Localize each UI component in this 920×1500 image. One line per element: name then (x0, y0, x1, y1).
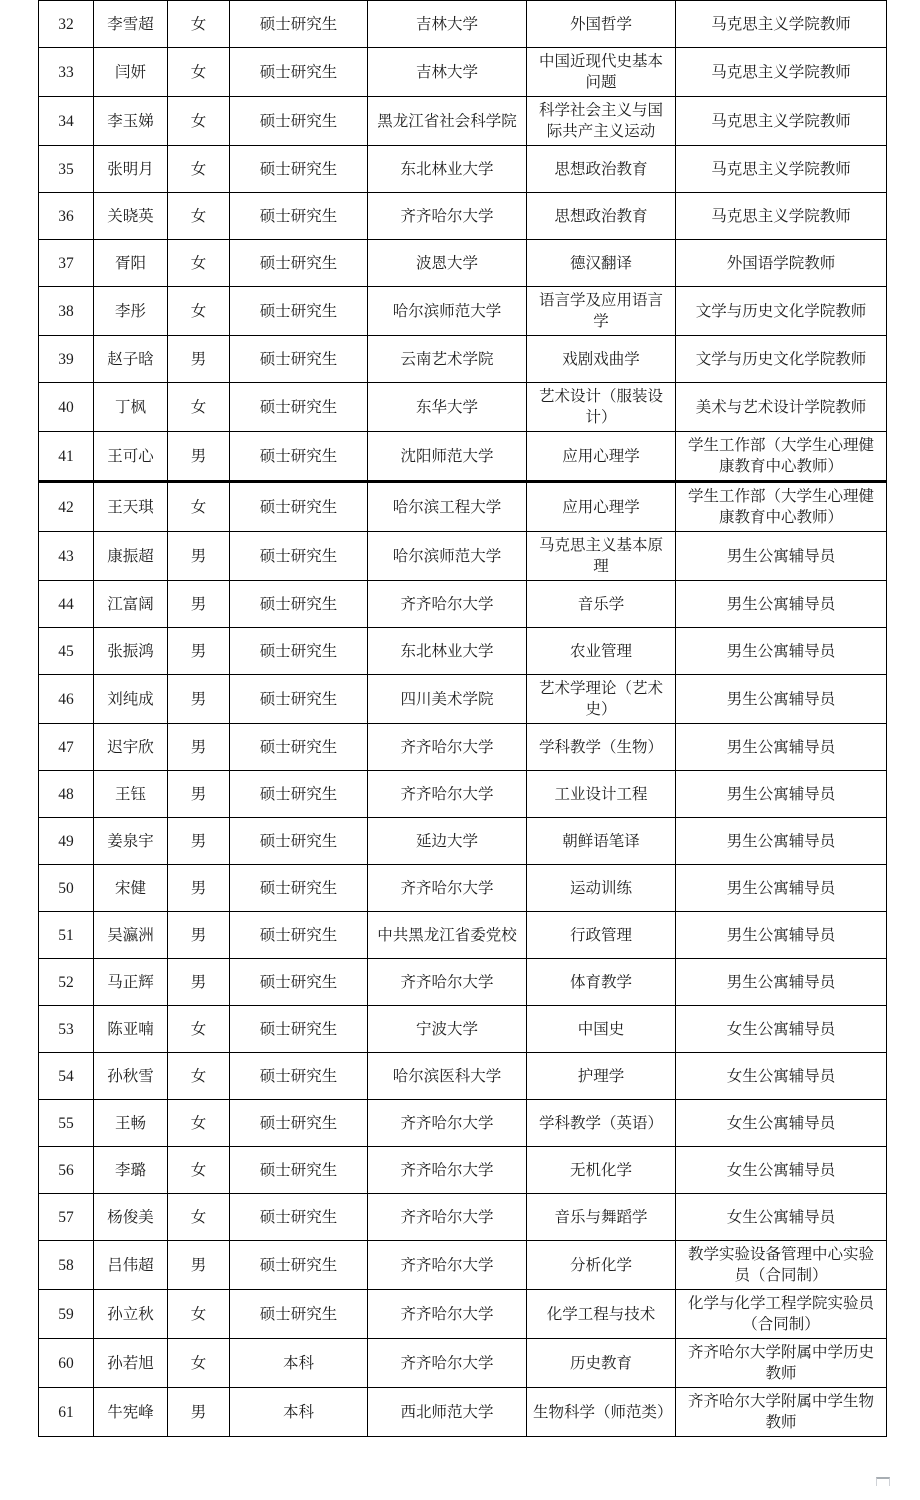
cell-university: 东华大学 (368, 383, 527, 432)
table-row (39, 959, 887, 1006)
cell-university: 中共黑龙江省委党校 (368, 912, 527, 959)
table-row (39, 771, 887, 818)
cell-education: 硕士研究生 (230, 1006, 368, 1053)
cell-name: 李璐 (94, 1147, 168, 1194)
cell-university: 东北林业大学 (368, 628, 527, 675)
cell-name: 王畅 (94, 1100, 168, 1147)
cell-gender: 男 (168, 771, 230, 818)
table-row (39, 1241, 887, 1290)
cell-name: 赵子晗 (94, 336, 168, 383)
cell-education: 本科 (230, 1388, 368, 1437)
cell-university: 齐齐哈尔大学 (368, 1147, 527, 1194)
cell-no: 42 (39, 482, 94, 532)
cell-name: 王可心 (94, 432, 168, 482)
cell-university: 黑龙江省社会科学院 (368, 97, 527, 146)
cell-gender: 女 (168, 1290, 230, 1339)
cell-position: 男生公寓辅导员 (676, 532, 887, 581)
cell-position: 教学实验设备管理中心实验员（合同制） (676, 1241, 887, 1290)
cell-education: 硕士研究生 (230, 1100, 368, 1147)
cell-name: 关晓英 (94, 193, 168, 240)
cell-position: 女生公寓辅导员 (676, 1053, 887, 1100)
table-row (39, 1339, 887, 1388)
cell-education: 硕士研究生 (230, 432, 368, 482)
cell-gender: 男 (168, 336, 230, 383)
cell-no: 39 (39, 336, 94, 383)
cell-name: 迟宇欣 (94, 724, 168, 771)
cell-gender: 男 (168, 1241, 230, 1290)
table-row (39, 97, 887, 146)
cell-major: 化学工程与技术 (527, 1290, 676, 1339)
cell-university: 齐齐哈尔大学 (368, 1100, 527, 1147)
cell-no: 49 (39, 818, 94, 865)
cell-education: 硕士研究生 (230, 959, 368, 1006)
cell-name: 吴瀛洲 (94, 912, 168, 959)
cell-name: 李彤 (94, 287, 168, 336)
cell-gender: 女 (168, 1147, 230, 1194)
cell-major: 历史教育 (527, 1339, 676, 1388)
table-row (39, 48, 887, 97)
cell-gender: 男 (168, 959, 230, 1006)
cell-university: 哈尔滨师范大学 (368, 287, 527, 336)
cell-gender: 男 (168, 581, 230, 628)
cell-no: 56 (39, 1147, 94, 1194)
cell-no: 58 (39, 1241, 94, 1290)
cell-university: 齐齐哈尔大学 (368, 193, 527, 240)
table-row (39, 724, 887, 771)
cell-major: 学科教学（生物） (527, 724, 676, 771)
cell-no: 50 (39, 865, 94, 912)
cell-education: 硕士研究生 (230, 48, 368, 97)
cell-name: 吕伟超 (94, 1241, 168, 1290)
table-row (39, 383, 887, 432)
cell-name: 马正辉 (94, 959, 168, 1006)
cell-university: 齐齐哈尔大学 (368, 581, 527, 628)
cell-no: 45 (39, 628, 94, 675)
cell-education: 硕士研究生 (230, 1290, 368, 1339)
cell-education: 硕士研究生 (230, 581, 368, 628)
cell-university: 齐齐哈尔大学 (368, 959, 527, 1006)
cell-education: 硕士研究生 (230, 240, 368, 287)
table-row (39, 146, 887, 193)
cell-university: 齐齐哈尔大学 (368, 1241, 527, 1290)
cell-gender: 男 (168, 912, 230, 959)
cell-university: 齐齐哈尔大学 (368, 865, 527, 912)
table-row (39, 1053, 887, 1100)
cell-major: 音乐与舞蹈学 (527, 1194, 676, 1241)
cell-name: 孙若旭 (94, 1339, 168, 1388)
table-row (39, 1194, 887, 1241)
cell-education: 硕士研究生 (230, 1194, 368, 1241)
cell-education: 硕士研究生 (230, 818, 368, 865)
cell-major: 朝鲜语笔译 (527, 818, 676, 865)
cell-name: 李玉娣 (94, 97, 168, 146)
cell-no: 53 (39, 1006, 94, 1053)
cell-no: 47 (39, 724, 94, 771)
cell-education: 本科 (230, 1339, 368, 1388)
cell-position: 男生公寓辅导员 (676, 628, 887, 675)
table-row (39, 432, 887, 482)
cell-no: 55 (39, 1100, 94, 1147)
cell-major: 思想政治教育 (527, 193, 676, 240)
cell-position: 学生工作部（大学生心理健康教育中心教师） (676, 432, 887, 482)
cell-gender: 女 (168, 1100, 230, 1147)
cell-education: 硕士研究生 (230, 771, 368, 818)
cell-name: 姜泉宇 (94, 818, 168, 865)
cell-position: 男生公寓辅导员 (676, 959, 887, 1006)
cell-name: 张振鸿 (94, 628, 168, 675)
table-row (39, 240, 887, 287)
cell-position: 学生工作部（大学生心理健康教育中心教师） (676, 482, 887, 532)
cell-education: 硕士研究生 (230, 724, 368, 771)
table-row (39, 1290, 887, 1339)
cell-education: 硕士研究生 (230, 383, 368, 432)
cell-university: 齐齐哈尔大学 (368, 771, 527, 818)
cell-major: 科学社会主义与国际共产主义运动 (527, 97, 676, 146)
cell-position: 男生公寓辅导员 (676, 581, 887, 628)
cell-gender: 男 (168, 1388, 230, 1437)
cell-gender: 女 (168, 1006, 230, 1053)
cell-major: 分析化学 (527, 1241, 676, 1290)
cell-major: 运动训练 (527, 865, 676, 912)
cell-education: 硕士研究生 (230, 1053, 368, 1100)
cell-position: 女生公寓辅导员 (676, 1194, 887, 1241)
cell-major: 农业管理 (527, 628, 676, 675)
cell-position: 男生公寓辅导员 (676, 912, 887, 959)
cell-no: 60 (39, 1339, 94, 1388)
cell-position: 男生公寓辅导员 (676, 771, 887, 818)
table-row (39, 818, 887, 865)
roster-table-body (39, 1, 887, 1437)
cell-university: 齐齐哈尔大学 (368, 724, 527, 771)
cell-major: 马克思主义基本原理 (527, 532, 676, 581)
cell-gender: 女 (168, 48, 230, 97)
cell-major: 思想政治教育 (527, 146, 676, 193)
cell-major: 应用心理学 (527, 482, 676, 532)
cell-position: 女生公寓辅导员 (676, 1100, 887, 1147)
cell-university: 沈阳师范大学 (368, 432, 527, 482)
cell-no: 34 (39, 97, 94, 146)
cell-no: 37 (39, 240, 94, 287)
cell-education: 硕士研究生 (230, 532, 368, 581)
cell-university: 哈尔滨工程大学 (368, 482, 527, 532)
cell-major: 德汉翻译 (527, 240, 676, 287)
cell-no: 46 (39, 675, 94, 724)
cell-position: 马克思主义学院教师 (676, 146, 887, 193)
cell-major: 语言学及应用语言学 (527, 287, 676, 336)
cell-education: 硕士研究生 (230, 193, 368, 240)
cell-major: 中国史 (527, 1006, 676, 1053)
table-row (39, 628, 887, 675)
cell-major: 戏剧戏曲学 (527, 336, 676, 383)
cell-gender: 女 (168, 1339, 230, 1388)
cell-name: 张明月 (94, 146, 168, 193)
cell-position: 齐齐哈尔大学附属中学历史教师 (676, 1339, 887, 1388)
cell-education: 硕士研究生 (230, 482, 368, 532)
page-corner-artifact (876, 1477, 890, 1486)
cell-gender: 女 (168, 240, 230, 287)
cell-gender: 女 (168, 383, 230, 432)
cell-position: 齐齐哈尔大学附属中学生物教师 (676, 1388, 887, 1437)
cell-major: 应用心理学 (527, 432, 676, 482)
cell-no: 52 (39, 959, 94, 1006)
cell-no: 33 (39, 48, 94, 97)
cell-position: 男生公寓辅导员 (676, 675, 887, 724)
cell-no: 57 (39, 1194, 94, 1241)
cell-no: 35 (39, 146, 94, 193)
cell-university: 西北师范大学 (368, 1388, 527, 1437)
cell-university: 东北林业大学 (368, 146, 527, 193)
cell-no: 32 (39, 1, 94, 48)
cell-no: 41 (39, 432, 94, 482)
personnel-roster-table (38, 0, 887, 1437)
cell-major: 中国近现代史基本问题 (527, 48, 676, 97)
cell-position: 马克思主义学院教师 (676, 97, 887, 146)
cell-position: 化学与化学工程学院实验员（合同制） (676, 1290, 887, 1339)
cell-major: 生物科学（师范类） (527, 1388, 676, 1437)
cell-gender: 女 (168, 1, 230, 48)
cell-name: 牛宪峰 (94, 1388, 168, 1437)
cell-university: 齐齐哈尔大学 (368, 1339, 527, 1388)
cell-name: 胥阳 (94, 240, 168, 287)
cell-gender: 女 (168, 287, 230, 336)
cell-education: 硕士研究生 (230, 1241, 368, 1290)
table-row (39, 482, 887, 532)
cell-major: 无机化学 (527, 1147, 676, 1194)
cell-gender: 男 (168, 432, 230, 482)
cell-position: 马克思主义学院教师 (676, 1, 887, 48)
cell-university: 哈尔滨师范大学 (368, 532, 527, 581)
cell-position: 文学与历史文化学院教师 (676, 287, 887, 336)
cell-education: 硕士研究生 (230, 146, 368, 193)
table-row (39, 193, 887, 240)
cell-name: 刘纯成 (94, 675, 168, 724)
cell-position: 马克思主义学院教师 (676, 48, 887, 97)
cell-education: 硕士研究生 (230, 628, 368, 675)
cell-gender: 男 (168, 532, 230, 581)
cell-university: 吉林大学 (368, 48, 527, 97)
cell-no: 54 (39, 1053, 94, 1100)
table-row (39, 581, 887, 628)
cell-gender: 女 (168, 1194, 230, 1241)
cell-university: 齐齐哈尔大学 (368, 1194, 527, 1241)
table-row (39, 865, 887, 912)
table-row (39, 912, 887, 959)
cell-position: 美术与艺术设计学院教师 (676, 383, 887, 432)
cell-education: 硕士研究生 (230, 1147, 368, 1194)
cell-position: 文学与历史文化学院教师 (676, 336, 887, 383)
cell-no: 59 (39, 1290, 94, 1339)
cell-university: 齐齐哈尔大学 (368, 1290, 527, 1339)
cell-university: 波恩大学 (368, 240, 527, 287)
cell-gender: 男 (168, 865, 230, 912)
cell-no: 44 (39, 581, 94, 628)
cell-name: 王钰 (94, 771, 168, 818)
cell-name: 李雪超 (94, 1, 168, 48)
cell-no: 48 (39, 771, 94, 818)
cell-university: 哈尔滨医科大学 (368, 1053, 527, 1100)
cell-no: 38 (39, 287, 94, 336)
table-row (39, 1006, 887, 1053)
cell-name: 宋健 (94, 865, 168, 912)
cell-position: 男生公寓辅导员 (676, 818, 887, 865)
cell-no: 51 (39, 912, 94, 959)
cell-university: 宁波大学 (368, 1006, 527, 1053)
cell-name: 江富阔 (94, 581, 168, 628)
table-row (39, 532, 887, 581)
cell-gender: 女 (168, 193, 230, 240)
cell-position: 男生公寓辅导员 (676, 724, 887, 771)
cell-gender: 女 (168, 146, 230, 193)
cell-education: 硕士研究生 (230, 912, 368, 959)
cell-no: 40 (39, 383, 94, 432)
cell-university: 云南艺术学院 (368, 336, 527, 383)
cell-gender: 男 (168, 724, 230, 771)
cell-position: 马克思主义学院教师 (676, 193, 887, 240)
cell-education: 硕士研究生 (230, 336, 368, 383)
table-row (39, 336, 887, 383)
cell-gender: 男 (168, 818, 230, 865)
cell-gender: 女 (168, 97, 230, 146)
cell-major: 工业设计工程 (527, 771, 676, 818)
cell-education: 硕士研究生 (230, 1, 368, 48)
table-row (39, 675, 887, 724)
cell-position: 外国语学院教师 (676, 240, 887, 287)
cell-name: 康振超 (94, 532, 168, 581)
cell-major: 体育教学 (527, 959, 676, 1006)
cell-education: 硕士研究生 (230, 865, 368, 912)
cell-university: 吉林大学 (368, 1, 527, 48)
cell-no: 36 (39, 193, 94, 240)
cell-education: 硕士研究生 (230, 287, 368, 336)
cell-name: 闫妍 (94, 48, 168, 97)
cell-major: 学科教学（英语） (527, 1100, 676, 1147)
table-row (39, 1147, 887, 1194)
cell-name: 孙秋雪 (94, 1053, 168, 1100)
cell-position: 女生公寓辅导员 (676, 1006, 887, 1053)
cell-education: 硕士研究生 (230, 97, 368, 146)
cell-position: 男生公寓辅导员 (676, 865, 887, 912)
cell-gender: 男 (168, 675, 230, 724)
cell-major: 外国哲学 (527, 1, 676, 48)
cell-major: 音乐学 (527, 581, 676, 628)
cell-no: 61 (39, 1388, 94, 1437)
cell-gender: 男 (168, 628, 230, 675)
cell-no: 43 (39, 532, 94, 581)
cell-name: 陈亚喃 (94, 1006, 168, 1053)
cell-major: 艺术设计（服装设计） (527, 383, 676, 432)
cell-major: 行政管理 (527, 912, 676, 959)
cell-gender: 女 (168, 482, 230, 532)
cell-name: 杨俊美 (94, 1194, 168, 1241)
table-row (39, 1, 887, 48)
table-row (39, 1100, 887, 1147)
cell-university: 四川美术学院 (368, 675, 527, 724)
cell-gender: 女 (168, 1053, 230, 1100)
table-row (39, 287, 887, 336)
cell-position: 女生公寓辅导员 (676, 1147, 887, 1194)
cell-name: 王天琪 (94, 482, 168, 532)
cell-major: 艺术学理论（艺术史） (527, 675, 676, 724)
cell-university: 延边大学 (368, 818, 527, 865)
cell-major: 护理学 (527, 1053, 676, 1100)
cell-name: 孙立秋 (94, 1290, 168, 1339)
cell-name: 丁枫 (94, 383, 168, 432)
table-row (39, 1388, 887, 1437)
cell-education: 硕士研究生 (230, 675, 368, 724)
